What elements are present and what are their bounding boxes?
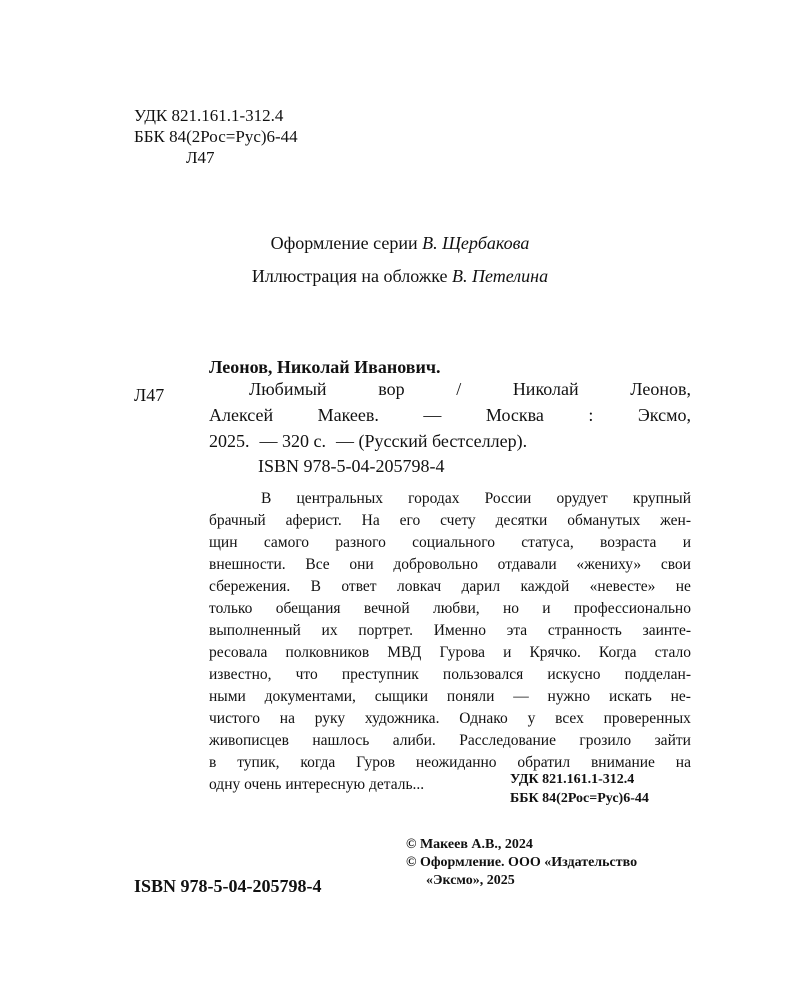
annotation-word: вечной [363,600,410,617]
annotation-line [209,620,691,642]
annotation-word: Гуров [356,754,396,771]
annotation-word: крупный [632,490,691,507]
annotation-word: Гурова [439,644,486,661]
biblio-word: Алексей [209,405,274,425]
annotation-line [209,686,691,708]
annotation-word: МВД [387,644,422,661]
annotation-word: тупик, [237,754,280,771]
annotation-word: пользовался [442,666,524,683]
annotation-word: статуса, [521,534,574,551]
annotation-line [209,730,691,752]
annotation-word: На [361,512,380,529]
annotation-word: всех [555,710,584,727]
annotation-word: возраста [599,534,657,551]
series-design-credit [0,233,800,254]
annotation-word: Расследование [459,732,556,749]
annotation-word: аферист. [285,512,342,529]
annotation-word: Когда [598,644,637,661]
annotation-word: Все [305,556,330,573]
annotation-word: нашлось [312,732,370,749]
annotation-word: каждой [520,578,570,595]
annotation-line [209,598,691,620]
isbn-bottom: ISBN 978-5-04-205798-4 [134,876,322,896]
biblio-word: Любимый [249,379,327,399]
annotation-text [209,488,691,796]
annotation-word: не- [670,688,691,705]
annotation-word: Однако [459,710,508,727]
biblio-word: вор [378,379,405,399]
annotation-word: добровольно [393,556,478,573]
biblio-word: Николай [512,379,579,399]
annotation-line [209,554,691,576]
bbk-code: ББК 84(2Рос=Рус)6-44 [134,127,298,146]
annotation-word: проверенных [603,710,691,727]
annotation-word: дарил [461,578,501,595]
annotation-word: художника. [364,710,440,727]
annotation-line [209,642,691,664]
record-author: Леонов, Николай Иванович. [209,357,441,377]
annotation-word: искать [608,688,652,705]
annotation-word: орудует [556,490,608,507]
udk-code: УДК 821.161.1-312.4 [134,106,284,125]
annotation-word: зайти [654,732,691,749]
annotation-word: эта [506,622,528,639]
annotation-word: на [675,754,691,771]
copyright-block [406,836,637,890]
cover-illustrator-name: В. Петелина [452,266,549,286]
annotation-word: внешности. [209,556,286,573]
annotation-word: руку [314,710,346,727]
annotation-word: жен- [660,512,691,529]
author-mark: Л47 [186,148,215,167]
annotation-word: сыщики [374,688,429,705]
annotation-word: обещания [275,600,341,617]
annotation-word: странность [547,622,622,639]
biblio-word: : [588,405,594,425]
annotation-word: городах [408,490,460,507]
annotation-word: что [295,666,318,683]
biblio-word: — [423,405,442,425]
annotation-word: социального [412,534,495,551]
annotation-word: свои [660,556,691,573]
annotation-word: полковников [285,644,370,661]
annotation-word: не [675,578,691,595]
annotation-word: брачный [209,512,266,529]
annotation-word: Крячко. [529,644,581,661]
annotation-word: профессионально [573,600,691,617]
biblio-word: — 320 с. [259,431,326,451]
annotation-line [209,576,691,598]
biblio-line [209,402,691,428]
annotation-word: нужно [547,688,591,705]
annotation-word: внимание [590,754,655,771]
biblio-line [209,376,691,402]
annotation-word: и [542,600,551,617]
biblio-word: 2025. [209,431,250,451]
annotation-word: когда [300,754,336,771]
annotation-word: чистого [209,710,261,727]
annotation-word: десятки [495,512,548,529]
annotation-word: заинте- [642,622,691,639]
annotation-word: любви, [432,600,480,617]
annotation-word: в [209,754,217,771]
cover-illustration-label: Иллюстрация на обложке [251,266,453,286]
biblio-word: Москва [485,405,544,425]
annotation-word: у [527,710,536,727]
annotation-word: ловкач [396,578,442,595]
annotation-line [209,488,691,510]
bibliographic-description [209,376,691,454]
series-designer-name: В. Щербакова [422,233,530,253]
bottom-bbk-code: ББК 84(2Рос=Рус)6-44 [510,791,649,806]
annotation-word: «жениху» [576,556,642,573]
annotation-line [209,510,691,532]
annotation-word: центральных [296,490,383,507]
annotation-word: на [279,710,295,727]
copyright-author: © Макеев А.В., 2024 [406,837,533,852]
annotation-word: самого [263,534,310,551]
annotation-word: подделан- [624,666,691,683]
annotation-line: одну очень интересную деталь... [209,776,425,793]
annotation-word: разного [335,534,386,551]
annotation-word: но [502,600,520,617]
annotation-word: ными [209,688,246,705]
bottom-udk-code: УДК 821.161.1-312.4 [510,772,635,787]
annotation-word: преступник [341,666,419,683]
annotation-word: обманутых [567,512,641,529]
annotation-word: В [261,490,272,507]
annotation-word: щин [209,534,238,551]
record-isbn: ISBN 978-5-04-205798-4 [258,456,445,476]
annotation-word: — [513,688,529,705]
cover-illustration-credit [0,266,800,287]
annotation-word: его [399,512,421,529]
annotation-word: и [682,534,691,551]
annotation-word: В [310,578,321,595]
annotation-word: выполненный [209,622,301,639]
annotation-word: России [484,490,532,507]
annotation-word: счету [440,512,476,529]
copyright-design: © Оформление. ООО «Издательство [406,855,638,870]
annotation-word: неожиданно [415,754,497,771]
annotation-word: ресовала [209,644,268,661]
annotation-word: стало [654,644,691,661]
bottom-classification [510,770,649,808]
annotation-word: они [349,556,374,573]
annotation-word: поняли [446,688,495,705]
annotation-word: алиби. [392,732,436,749]
annotation-word: сбережения. [209,578,291,595]
annotation-word: их [321,622,338,639]
annotation-word: обратил [517,754,571,771]
annotation-word: отдавали [497,556,557,573]
annotation-word: документами, [264,688,356,705]
biblio-word: Макеев. [317,405,379,425]
biblio-word: — (Русский бестселлер). [336,431,528,451]
annotation-word: ответ [341,578,377,595]
series-design-label: Оформление серии [270,233,423,253]
annotation-word: Именно [433,622,486,639]
annotation-word: живописцев [209,732,289,749]
annotation-word: грозило [579,732,632,749]
annotation-word: только [209,600,253,617]
annotation-line [209,664,691,686]
biblio-word: Эксмо, [637,405,691,425]
annotation-line [209,532,691,554]
annotation-word: известно, [209,666,272,683]
annotation-word: и [503,644,512,661]
biblio-word: Леонов, [630,379,691,399]
annotation-word: портрет. [358,622,413,639]
annotation-word: искусно [547,666,601,683]
annotation-line [209,708,691,730]
record-side-code: Л47 [134,385,165,405]
annotation-word: «невесте» [589,578,656,595]
biblio-word: / [456,379,462,399]
classification-block [134,105,298,168]
copyright-publisher: «Эксмо», 2025 [426,873,515,888]
biblio-line [209,428,691,454]
